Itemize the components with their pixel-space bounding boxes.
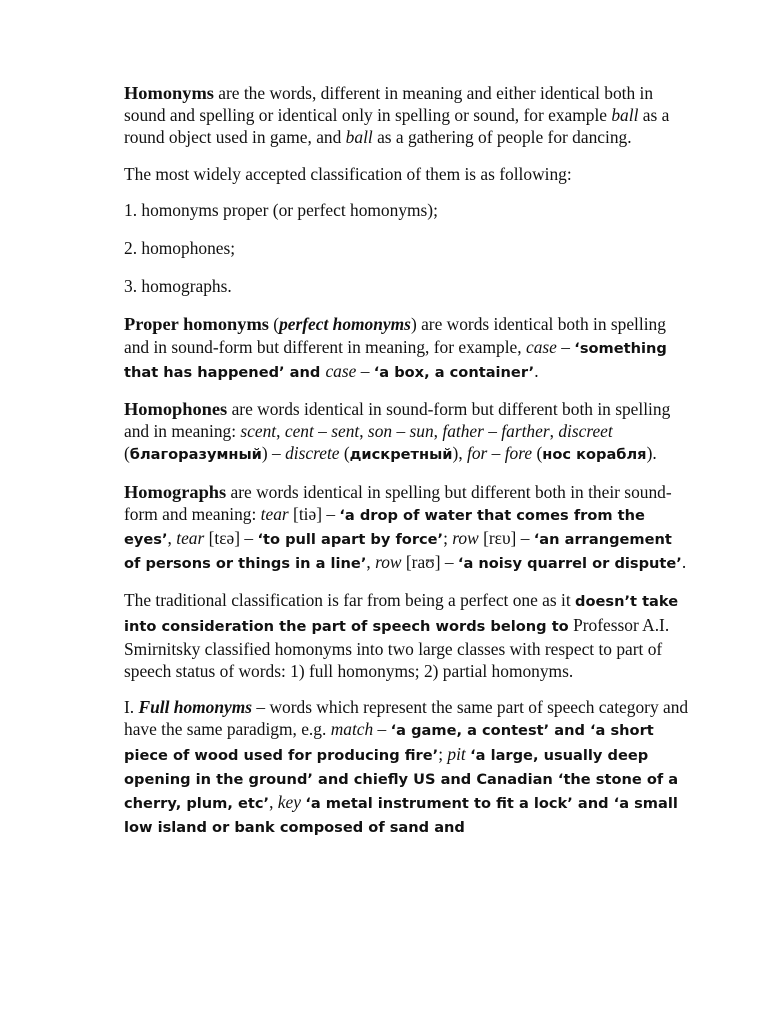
term-text: Homonyms [124, 83, 214, 103]
text-run: – [356, 360, 374, 381]
mono-text: ‘to pull apart by force’ [257, 531, 444, 549]
mono-text: ‘a drop of water that comes from the eyes’ [124, 506, 645, 549]
mono-text: ‘a noisy quarrel or dispute’ [457, 555, 682, 573]
text-run: , [269, 792, 278, 813]
mono-text: ‘a large, usually deep opening in the ground’ and chiefly US and Canadian ‘the stone of a cherry, plum, etc’ [124, 746, 679, 813]
text-run: are words identical in sound-form but different both in spelling and in meaning: [124, 399, 671, 442]
italic-text: tear [260, 503, 289, 524]
text-run: are words identical in spelling but different both in their sound-form and meaning: [124, 481, 672, 524]
paragraph [124, 275, 692, 297]
italic-text: ball [345, 127, 373, 148]
text-run: 1. homonyms proper (or perfect homonyms); [124, 199, 438, 220]
paragraph [124, 237, 692, 259]
text-run: I. [124, 697, 139, 718]
term-text: Proper homonyms [124, 314, 269, 335]
italic-text: ball [611, 105, 639, 126]
text-run: are the words, different in meaning and either identical both in sound and spelling or identical only in spelling or sound, for example [124, 83, 654, 126]
text-run: 2. homophones; [124, 238, 236, 259]
text-run: , [276, 421, 285, 442]
document-body [124, 82, 692, 853]
text-run: ( [124, 443, 130, 464]
text-run: – [313, 421, 332, 442]
bolditalic-text: Full homonyms [138, 697, 253, 718]
italic-text: pit [447, 743, 466, 764]
italic-text: tear [176, 528, 205, 549]
paragraph [124, 82, 692, 149]
italic-text: case [525, 336, 557, 357]
text-run: [rευ] – [478, 528, 534, 549]
text-run: – words which represent the same part of speech category and have the same paradigm, e.g. [124, 697, 689, 740]
paragraph [124, 199, 692, 221]
text-run: ), [452, 443, 468, 464]
text-run: ) – [261, 443, 286, 464]
text-run: – [392, 421, 410, 442]
mono-text: ‘a game, a contest’ and ‘a short piece of wood used for producing fire’ [124, 722, 654, 764]
text-run: – [487, 443, 505, 464]
text-run: , [549, 421, 559, 442]
mono-text: ‘a metal instrument to fit a lock’ and ‘a small low island or bank composed of sand and [124, 795, 678, 837]
text-run: [raʊ] – [401, 552, 458, 573]
text-run: , [433, 421, 443, 442]
text-run: , [359, 421, 368, 442]
mono-text: нос корабля [542, 446, 647, 464]
text-run: – [483, 421, 502, 442]
italic-text: sent [331, 421, 360, 442]
paragraph [124, 696, 692, 839]
mono-text: благоразумный [129, 446, 262, 464]
mono-text: ‘an arrangement of persons or things in a line’ [124, 531, 672, 573]
italic-text: son [367, 421, 393, 442]
mono-text: дискретный [349, 446, 453, 464]
text-run: Professor A.I. Smirnitsky classified homonyms into two large classes with respect to part of speech status of words: 1) full homonyms; 2) partial homonyms. [124, 614, 670, 682]
term-text: Homographs [124, 481, 227, 502]
mono-text: doesn’t take into consideration the part of speech words belong to [124, 593, 679, 635]
italic-text: scent [240, 421, 277, 442]
text-run: – [556, 336, 575, 357]
italic-text: row [375, 552, 402, 573]
text-run: ; [438, 743, 448, 764]
italic-text: fore [504, 443, 533, 464]
mono-text: ‘a box, a container’ [373, 363, 535, 381]
paragraph [124, 163, 692, 185]
text-run: . [534, 360, 539, 381]
term-text: Homophones [124, 399, 228, 420]
italic-text: match [330, 719, 374, 740]
text-run: ( [268, 314, 280, 335]
italic-text: for [467, 443, 488, 464]
text-run: The most widely accepted classification of them is as following: [124, 163, 572, 184]
text-run: as a gathering of people for dancing. [372, 127, 632, 148]
text-run: [tεə] – [204, 528, 258, 549]
italic-text: discrete [285, 443, 340, 464]
italic-text: father [442, 421, 484, 442]
text-run: [tiə] – [288, 503, 340, 524]
text-run: , [366, 552, 376, 573]
italic-text: discreet [558, 421, 613, 442]
mono-text: ‘something that has happened’ and [124, 339, 667, 381]
italic-text: case [325, 360, 357, 381]
italic-text: sun [409, 421, 434, 442]
text-run: ; [443, 528, 453, 549]
italic-text: farther [501, 421, 550, 442]
text-run: as a round object used in game, and [124, 105, 670, 148]
text-run: ( [532, 443, 543, 464]
italic-text: key [277, 792, 301, 813]
text-run: ( [339, 443, 350, 464]
text-run: The traditional classification is far from being a perfect one as it [124, 590, 576, 611]
text-run: – [373, 719, 391, 740]
paragraph [124, 589, 692, 682]
italic-text: row [452, 528, 479, 549]
text-run: ). [646, 443, 657, 464]
italic-text: cent [284, 421, 314, 442]
bolditalic-text: perfect homonyms [279, 314, 411, 335]
text-run: ) are words identical both in spelling and in sound-form but different in meaning, for example, [124, 314, 666, 357]
text-run: . [681, 552, 687, 573]
paragraph [124, 481, 692, 576]
paragraph [124, 313, 692, 384]
paragraph [124, 398, 692, 467]
text-run: 3. homographs. [124, 276, 232, 297]
text-run: , [167, 528, 177, 549]
